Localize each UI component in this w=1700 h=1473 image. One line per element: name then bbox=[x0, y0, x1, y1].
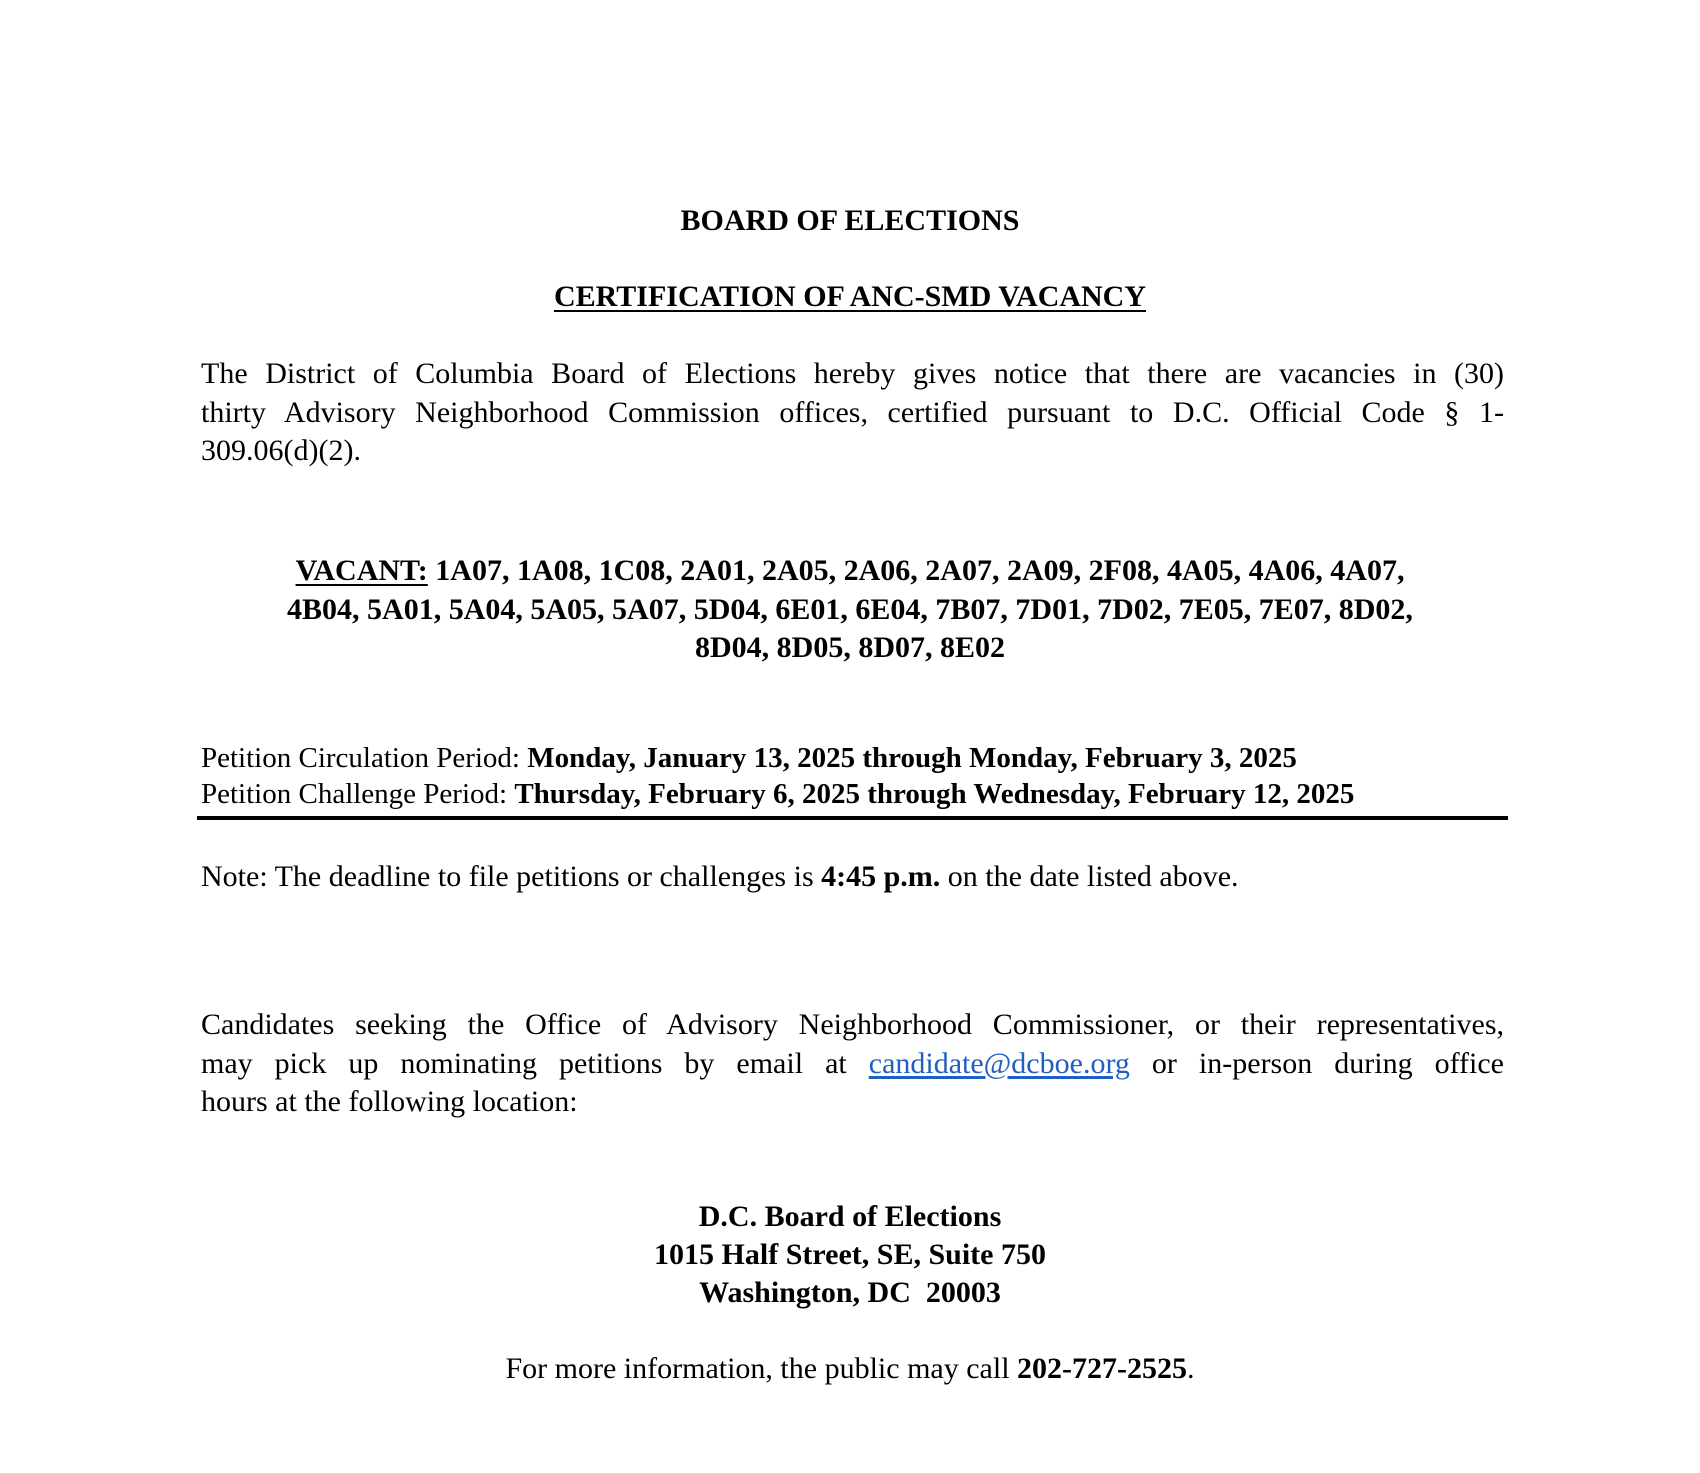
candidates-paragraph bbox=[201, 1006, 1504, 1122]
contact-line bbox=[0, 1350, 1700, 1388]
candidates-line-3: hours at the following location: bbox=[201, 1085, 578, 1118]
vacancy-line-3: 8D04, 8D05, 8D07, 8E02 bbox=[694, 631, 1005, 664]
candidates-line-2-prefix: may pick up nominating petitions by email at bbox=[201, 1046, 869, 1080]
deadline-note-prefix: Note: The deadline to file petitions or challenges is bbox=[201, 860, 822, 893]
document-title bbox=[0, 278, 1700, 316]
address-name: D.C. Board of Elections bbox=[698, 1200, 1002, 1233]
candidates-line-2 bbox=[201, 1045, 1504, 1084]
address-street: 1015 Half Street, SE, Suite 750 bbox=[654, 1238, 1046, 1271]
circulation-period bbox=[201, 740, 1297, 776]
contact-suffix: . bbox=[1187, 1352, 1195, 1385]
address-city: Washington, DC 20003 bbox=[699, 1276, 1001, 1309]
vacant-label: VACANT: bbox=[295, 554, 428, 587]
horizontal-rule bbox=[197, 816, 1508, 820]
agency-heading: BOARD OF ELECTIONS bbox=[680, 204, 1020, 237]
contact-prefix: For more information, the public may call bbox=[505, 1352, 1018, 1385]
challenge-period-dates: Thursday, February 6, 2025 through Wednesday, February 12, 2025 bbox=[514, 778, 1355, 810]
deadline-note-suffix: on the date listed above. bbox=[940, 860, 1239, 893]
circulation-period-label: Petition Circulation Period: bbox=[201, 742, 528, 774]
vacancy-list bbox=[0, 552, 1700, 668]
deadline-note bbox=[201, 858, 1239, 896]
vacancy-line-1 bbox=[0, 552, 1700, 591]
vacancy-line-2: 4B04, 5A01, 5A04, 5A05, 5A07, 5D04, 6E01, 6E04, 7B07, 7D01, 7D02, 7E05, 7E07, 8D02, bbox=[287, 592, 1413, 626]
notice-line-3: 309.06(d)(2). bbox=[201, 434, 361, 467]
vacancy-codes-1: 1A07, 1A08, 1C08, 2A01, 2A05, 2A06, 2A07, 2A09, 2F08, 4A05, 4A06, 4A07, bbox=[427, 554, 1405, 587]
notice-paragraph bbox=[201, 355, 1504, 471]
document-title-text: CERTIFICATION OF ANC-SMD VACANCY bbox=[553, 280, 1147, 313]
candidates-line-2-suffix: or in-person during office bbox=[1129, 1046, 1504, 1080]
challenge-period bbox=[201, 776, 1354, 812]
circulation-period-dates: Monday, January 13, 2025 through Monday, February 3, 2025 bbox=[527, 742, 1297, 774]
deadline-time: 4:45 p.m. bbox=[821, 860, 941, 893]
candidates-line-1: Candidates seeking the Office of Advisory Neighborhood Commissioner, or their representatives, bbox=[201, 1008, 1504, 1041]
challenge-period-label: Petition Challenge Period: bbox=[201, 778, 515, 810]
notice-line-2: thirty Advisory Neighborhood Commission offices, certified pursuant to D.C. Official Code § 1- bbox=[201, 395, 1504, 429]
candidate-email-link[interactable]: candidate@dcboe.org bbox=[868, 1046, 1130, 1080]
contact-phone: 202-727-2525 bbox=[1017, 1352, 1188, 1385]
notice-line-1: The District of Columbia Board of Elections hereby gives notice that there are vacancies in (30) bbox=[201, 357, 1504, 390]
